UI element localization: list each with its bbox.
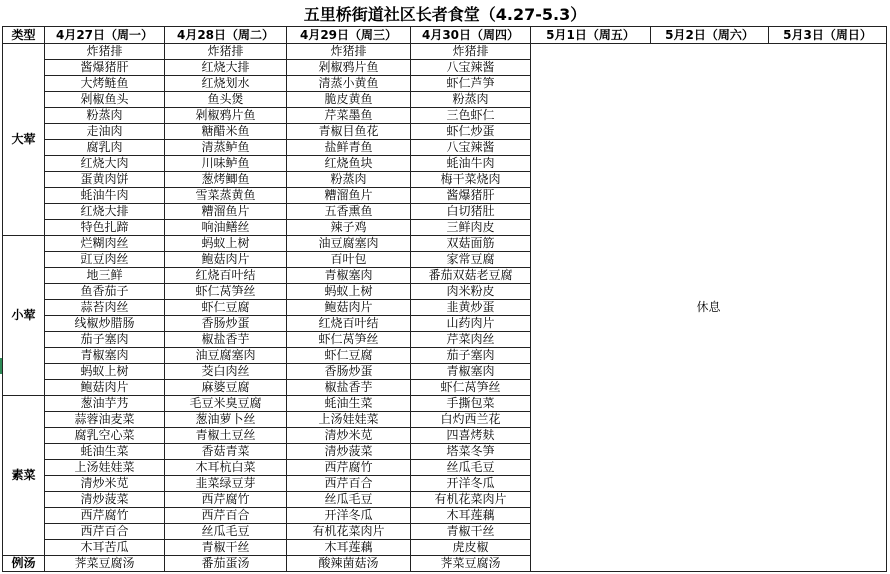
header-day: 4月29日（周三） xyxy=(287,27,411,44)
dish-cell: 香肠炒蛋 xyxy=(287,364,411,380)
dish-cell: 荠菜豆腐汤 xyxy=(411,556,531,572)
dish-cell: 西芹百合 xyxy=(287,476,411,492)
dish-cell: 蚂蚁上树 xyxy=(165,236,287,252)
dish-cell: 塔菜冬笋 xyxy=(411,444,531,460)
dish-cell: 腐乳肉 xyxy=(45,140,165,156)
dish-cell: 特色扎蹄 xyxy=(45,220,165,236)
dish-cell: 蚝油牛肉 xyxy=(45,188,165,204)
category-cell: 素菜 xyxy=(3,396,45,556)
dish-cell: 剁椒鱼头 xyxy=(45,92,165,108)
dish-cell: 毛豆米臭豆腐 xyxy=(165,396,287,412)
dish-cell: 三鲜肉皮 xyxy=(411,220,531,236)
dish-cell: 红烧百叶结 xyxy=(165,268,287,284)
dish-cell: 三色虾仁 xyxy=(411,108,531,124)
dish-cell: 有机花菜肉片 xyxy=(287,524,411,540)
dish-cell: 椒盐香芋 xyxy=(165,332,287,348)
dish-cell: 青椒目鱼花 xyxy=(287,124,411,140)
dish-cell: 炸猪排 xyxy=(165,44,287,60)
dish-cell: 开洋冬瓜 xyxy=(411,476,531,492)
rest-cell: 休息 xyxy=(531,44,887,572)
dish-cell: 酱爆猪肝 xyxy=(45,60,165,76)
dish-cell: 鱼香茄子 xyxy=(45,284,165,300)
dish-cell: 葱油芋艿 xyxy=(45,396,165,412)
dish-cell: 蚝油生菜 xyxy=(287,396,411,412)
dish-cell: 五香熏鱼 xyxy=(287,204,411,220)
dish-cell: 芹菜肉丝 xyxy=(411,332,531,348)
header-type: 类型 xyxy=(3,27,45,44)
dish-cell: 蒜苔肉丝 xyxy=(45,300,165,316)
dish-cell: 上汤娃娃菜 xyxy=(287,412,411,428)
dish-cell: 青椒土豆丝 xyxy=(165,428,287,444)
dish-cell: 粉蒸肉 xyxy=(287,172,411,188)
dish-cell: 木耳苦瓜 xyxy=(45,540,165,556)
dish-cell: 线椒炒腊肠 xyxy=(45,316,165,332)
dish-cell: 剁椒鸦片鱼 xyxy=(165,108,287,124)
dish-cell: 蚝油生菜 xyxy=(45,444,165,460)
dish-cell: 西芹腐竹 xyxy=(287,460,411,476)
dish-cell: 丝瓜毛豆 xyxy=(287,492,411,508)
dish-cell: 西芹腐竹 xyxy=(165,492,287,508)
dish-cell: 酱爆猪肝 xyxy=(411,188,531,204)
dish-cell: 韭黄炒蛋 xyxy=(411,300,531,316)
dish-cell: 白灼西兰花 xyxy=(411,412,531,428)
dish-cell: 鲍菇肉片 xyxy=(165,252,287,268)
dish-cell: 红烧大排 xyxy=(45,204,165,220)
dish-cell: 百叶包 xyxy=(287,252,411,268)
page-title: 五里桥街道社区长者食堂（4.27-5.3） xyxy=(303,5,587,24)
dish-cell: 虾仁炒蛋 xyxy=(411,124,531,140)
dish-cell: 梅干菜烧肉 xyxy=(411,172,531,188)
header-day: 5月2日（周六） xyxy=(651,27,769,44)
dish-cell: 烂糊肉丝 xyxy=(45,236,165,252)
dish-cell: 炸猪排 xyxy=(45,44,165,60)
dish-cell: 蒜蓉油麦菜 xyxy=(45,412,165,428)
dish-cell: 家常豆腐 xyxy=(411,252,531,268)
dish-cell: 糟溜鱼片 xyxy=(165,204,287,220)
dish-cell: 糟溜鱼片 xyxy=(287,188,411,204)
dish-cell: 山药肉片 xyxy=(411,316,531,332)
dish-cell: 清炒米苋 xyxy=(287,428,411,444)
dish-cell: 地三鲜 xyxy=(45,268,165,284)
dish-cell: 鱼头煲 xyxy=(165,92,287,108)
dish-cell: 油豆腐塞肉 xyxy=(287,236,411,252)
dish-cell: 走油肉 xyxy=(45,124,165,140)
dish-cell: 西芹腐竹 xyxy=(45,508,165,524)
dish-cell: 椒盐香芋 xyxy=(287,380,411,396)
dish-cell: 辣子鸡 xyxy=(287,220,411,236)
dish-cell: 西芹百合 xyxy=(45,524,165,540)
table-row xyxy=(3,44,887,60)
dish-cell: 葱烤鲫鱼 xyxy=(165,172,287,188)
category-cell: 大荤 xyxy=(3,44,45,236)
dish-cell: 丝瓜毛豆 xyxy=(165,524,287,540)
dish-cell: 红烧鱼块 xyxy=(287,156,411,172)
dish-cell: 葱油萝卜丝 xyxy=(165,412,287,428)
dish-cell: 雪菜蒸黄鱼 xyxy=(165,188,287,204)
dish-cell: 豇豆肉丝 xyxy=(45,252,165,268)
dish-cell: 西芹百合 xyxy=(165,508,287,524)
dish-cell: 虾仁莴笋丝 xyxy=(287,332,411,348)
dish-cell: 响油鳝丝 xyxy=(165,220,287,236)
dish-cell: 木耳莲藕 xyxy=(287,540,411,556)
dish-cell: 炸猪排 xyxy=(411,44,531,60)
dish-cell: 蛋黄肉饼 xyxy=(45,172,165,188)
dish-cell: 麻婆豆腐 xyxy=(165,380,287,396)
header-day: 5月3日（周日） xyxy=(769,27,887,44)
dish-cell: 糖醋米鱼 xyxy=(165,124,287,140)
dish-cell: 茄子塞肉 xyxy=(45,332,165,348)
dish-cell: 清蒸小黄鱼 xyxy=(287,76,411,92)
dish-cell: 木耳莲藕 xyxy=(411,508,531,524)
dish-cell: 大烤鲢鱼 xyxy=(45,76,165,92)
dish-cell: 虎皮椒 xyxy=(411,540,531,556)
dish-cell: 香菇青菜 xyxy=(165,444,287,460)
dish-cell: 韭菜绿豆芽 xyxy=(165,476,287,492)
dish-cell: 鲍菇肉片 xyxy=(287,300,411,316)
dish-cell: 青椒塞肉 xyxy=(411,364,531,380)
dish-cell: 粉蒸肉 xyxy=(411,92,531,108)
dish-cell: 红烧大排 xyxy=(165,60,287,76)
dish-cell: 蚝油牛肉 xyxy=(411,156,531,172)
dish-cell: 红烧大肉 xyxy=(45,156,165,172)
dish-cell: 芹菜墨鱼 xyxy=(287,108,411,124)
dish-cell: 青椒塞肉 xyxy=(287,268,411,284)
dish-cell: 八宝辣酱 xyxy=(411,60,531,76)
header-day: 5月1日（周五） xyxy=(531,27,651,44)
dish-cell: 开洋冬瓜 xyxy=(287,508,411,524)
dish-cell: 盐鲜青鱼 xyxy=(287,140,411,156)
dish-cell: 虾仁豆腐 xyxy=(287,348,411,364)
dish-cell: 川味鲈鱼 xyxy=(165,156,287,172)
dish-cell: 鲍菇肉片 xyxy=(45,380,165,396)
dish-cell: 茄子塞肉 xyxy=(411,348,531,364)
dish-cell: 香肠炒蛋 xyxy=(165,316,287,332)
dish-cell: 双菇面筋 xyxy=(411,236,531,252)
dish-cell: 荠菜豆腐汤 xyxy=(45,556,165,572)
dish-cell: 番茄双菇老豆腐 xyxy=(411,268,531,284)
dish-cell: 脆皮黄鱼 xyxy=(287,92,411,108)
menu-table xyxy=(2,26,887,572)
dish-cell: 丝瓜毛豆 xyxy=(411,460,531,476)
header-day: 4月30日（周四） xyxy=(411,27,531,44)
dish-cell: 手撕包菜 xyxy=(411,396,531,412)
dish-cell: 剁椒鸦片鱼 xyxy=(287,60,411,76)
dish-cell: 青椒干丝 xyxy=(411,524,531,540)
dish-cell: 木耳杭白菜 xyxy=(165,460,287,476)
dish-cell: 青椒干丝 xyxy=(165,540,287,556)
dish-cell: 虾仁莴笋丝 xyxy=(411,380,531,396)
dish-cell: 清炒米苋 xyxy=(45,476,165,492)
dish-cell: 腐乳空心菜 xyxy=(45,428,165,444)
dish-cell: 蚂蚁上树 xyxy=(45,364,165,380)
dish-cell: 红烧划水 xyxy=(165,76,287,92)
dish-cell: 红烧百叶结 xyxy=(287,316,411,332)
dish-cell: 粉蒸肉 xyxy=(45,108,165,124)
category-cell: 例汤 xyxy=(3,556,45,572)
dish-cell: 肉米粉皮 xyxy=(411,284,531,300)
dish-cell: 清蒸鲈鱼 xyxy=(165,140,287,156)
dish-cell: 清炒菠菜 xyxy=(287,444,411,460)
header-row xyxy=(3,27,887,44)
dish-cell: 虾仁芦笋 xyxy=(411,76,531,92)
dish-cell: 清炒菠菜 xyxy=(45,492,165,508)
dish-cell: 八宝辣酱 xyxy=(411,140,531,156)
dish-cell: 白切猪肚 xyxy=(411,204,531,220)
dish-cell: 番茄蛋汤 xyxy=(165,556,287,572)
dish-cell: 茭白肉丝 xyxy=(165,364,287,380)
dish-cell: 蚂蚁上树 xyxy=(287,284,411,300)
dish-cell: 四喜烤麸 xyxy=(411,428,531,444)
header-day: 4月27日（周一） xyxy=(45,27,165,44)
dish-cell: 油豆腐塞肉 xyxy=(165,348,287,364)
dish-cell: 炸猪排 xyxy=(287,44,411,60)
category-cell: 小荤 xyxy=(3,236,45,396)
dish-cell: 虾仁豆腐 xyxy=(165,300,287,316)
dish-cell: 青椒塞肉 xyxy=(45,348,165,364)
dish-cell: 有机花菜肉片 xyxy=(411,492,531,508)
dish-cell: 上汤娃娃菜 xyxy=(45,460,165,476)
header-day: 4月28日（周二） xyxy=(165,27,287,44)
menu-body xyxy=(3,44,887,572)
dish-cell: 酸辣菌菇汤 xyxy=(287,556,411,572)
dish-cell: 虾仁莴笋丝 xyxy=(165,284,287,300)
